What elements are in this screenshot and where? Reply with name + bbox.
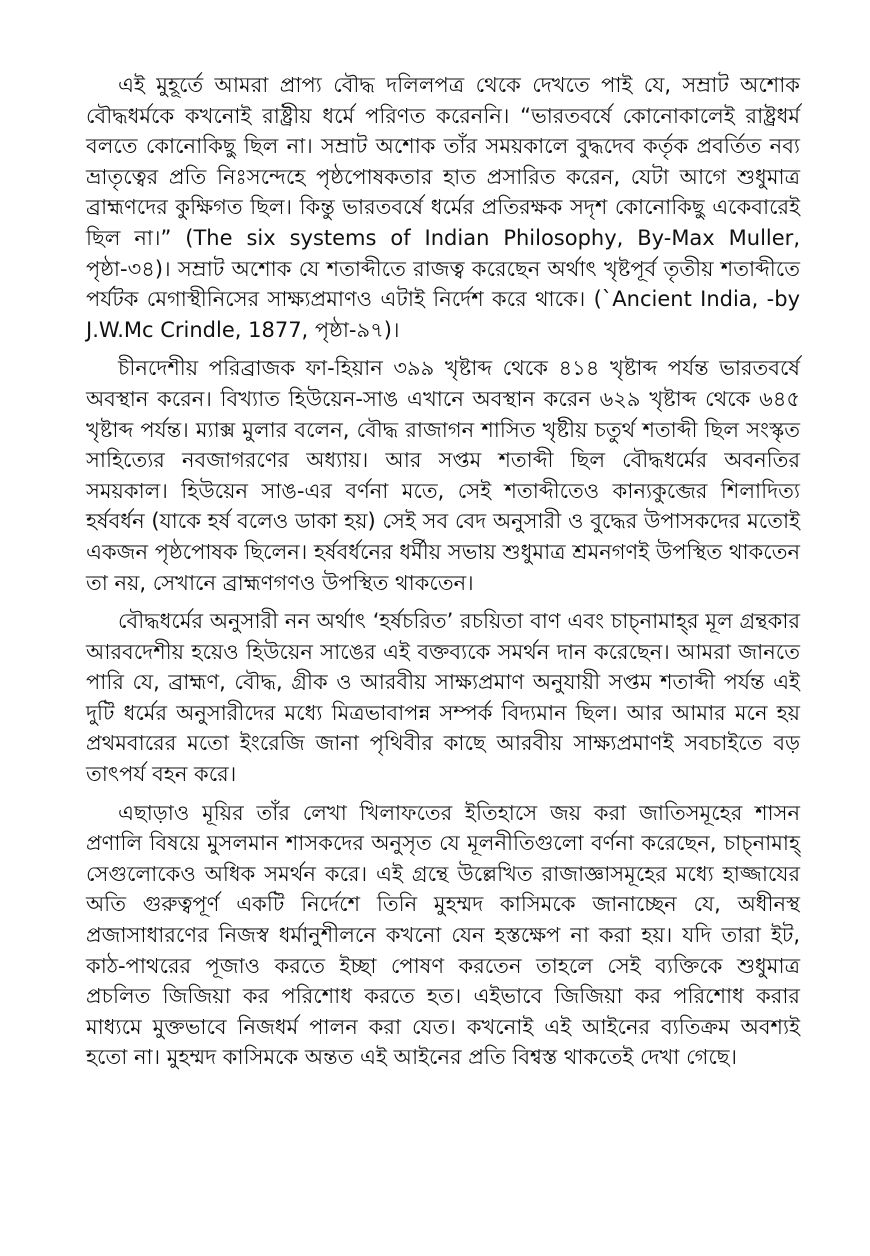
paragraph-harshacharita: বৌদ্ধধর্মের অনুসারী নন অর্থাৎ ‘হর্ষচরিত’ রচয়িতা বাণ এবং চাচ্‌নামাহ্‌র মূল গ্রন্থকার আরবদেশীয় হয়েও হিউয়েন সাঙের এই বক্তব্যকে সমর্থন দান করেছেন। আমরা জানতে পারি যে, ব্রাহ্মণ, বৌদ্ধ, গ্রীক ও আরবীয় সাক্ষ্যপ্রমাণ অনুযায়ী সপ্তম শতাব্দী পর্যন্ত এই দুটি ধর্মের অনুসারীদের মধ্যে মিত্রভাবাপন্ন সম্পর্ক বিদ্যমান ছিল। আর আমার মনে হয় প্রথমবারের মতো ইংরেজি জানা পৃথিবীর কাছে আরবীয় সাক্ষ্যপ্রমাণই সবচাইতে বড় তাৎপর্য বহন করে। <box>86 609 800 787</box>
paragraph-ashoka: এই মুহূর্তে আমরা প্রাপ্য বৌদ্ধ দলিলপত্র থেকে দেখতে পাই যে, সম্রাট অশোক বৌদ্ধধর্মকে কখনোই রাষ্ট্রীয় ধর্মে পরিণত করেননি। “ভারতবর্ষে কোনোকালেই রাষ্ট্রধর্ম বলতে কোনোকিছু ছিল না। সম্রাট অশোক তাঁর সময়কালে বুদ্ধদেব কর্তৃক প্রবর্তিত নব্য ভ্রাতৃত্বের প্রতি নিঃসন্দেহে পৃষ্ঠপোষকতার হাত প্রসারিত করেন, যেটা আগে শুধুমাত্র ব্রাহ্মণদের কুক্ষিগত ছিল। কিন্তু ভারতবর্ষে ধর্মের প্রতিরক্ষক সদৃশ কোনোকিছু একেবারেই ছিল না।” (The six systems of Indian Philosophy, By-Max Muller, পৃষ্ঠা-৩৪)। সম্রাট অশোক যে শতাব্দীতে রাজত্ব করেছেন অর্থাৎ খৃষ্টপূর্ব তৃতীয় শতাব্দীতে পর্যটক মেগাস্থীনিসের সাক্ষ্যপ্রমাণও এটাই নির্দেশ করে থাকে। (`Ancient India, -by J.W.Mc Crindle, 1877, পৃষ্ঠা-৯৭)। <box>86 73 800 342</box>
paragraph-chinese-travellers: চীনদেশীয় পরিব্রাজক ফা-হিয়ান ৩৯৯ খৃষ্টাব্দ থেকে ৪১৪ খৃষ্টাব্দ পর্যন্ত ভারতবর্ষে অবস্থান করেন। বিখ্যাত হিউয়েন-সাঙ এখানে অবস্থান করেন ৬২৯ খৃষ্টাব্দ থেকে ৬৪৫ খৃষ্টাব্দ পর্যন্ত। ম্যাক্স মুলার বলেন, বৌদ্ধ রাজাগন শাসিত খৃষ্টীয় চতুর্থ শতাব্দী ছিল সংস্কৃত সাহিত্যের নবজাগরণের অধ্যায়। আর সপ্তম শতাব্দী ছিল বৌদ্ধধর্মের অবনতির সময়কাল। হিউয়েন সাঙ-এর বর্ণনা মতে, সেই শতাব্দীতেও কান্যকুব্জের শিলাদিত্য হর্ষবর্ধন (যাকে হর্ষ বলেও ডাকা হয়) সেই সব বেদ অনুসারী ও বুদ্ধের উপাসকদের মতোই একজন পৃষ্ঠপোষক ছিলেন। হর্ষবর্ধনের ধর্মীয় সভায় শুধুমাত্র শ্রমনগণই উপস্থিত থাকতেন তা নয়, সেখানে ব্রাহ্মণগণও উপস্থিত থাকতেন। <box>86 356 800 595</box>
document-page <box>86 70 800 1073</box>
paragraph-chachnamah: এছাড়াও মূয়ির তাঁর লেখা খিলাফতের ইতিহাসে জয় করা জাতিসমূহের শাসন প্রণালি বিষয়ে মুসলমান শাসকদের অনুসৃত যে মূলনীতিগুলো বর্ণনা করেছেন, চাচ্‌নামাহ্‌ সেগুলোকেও অধিক সমর্থন করে। এই গ্রন্থে উল্লেখিত রাজাজ্ঞাসমূহের মধ্যে হাজ্জাযের অতি গুরুত্বপূর্ণ একটি নির্দেশে তিনি মুহম্মদ কাসিমকে জানাচ্ছেন যে, অধীনস্থ প্রজাসাধারণের নিজস্ব ধর্মানুশীলনে কখনো যেন হস্তক্ষেপ না করা হয়। যদি তারা ইট, কাঠ-পাথরের পূজাও করতে ইচ্ছা পোষণ করতেন তাহলে সেই ব্যক্তিকে শুধুমাত্র প্রচলিত জিজিয়া কর পরিশোধ করতে হত। এইভাবে জিজিয়া কর পরিশোধ করার মাধ্যমে মুক্তভাবে নিজধর্ম পালন করা যেত। কখনোই এই আইনের ব্যতিক্রম অবশ্যই হতো না। মুহম্মদ কাসিমকে অন্তত এই আইনের প্রতি বিশ্বস্ত থাকতেই দেখা গেছে। <box>86 800 800 1070</box>
